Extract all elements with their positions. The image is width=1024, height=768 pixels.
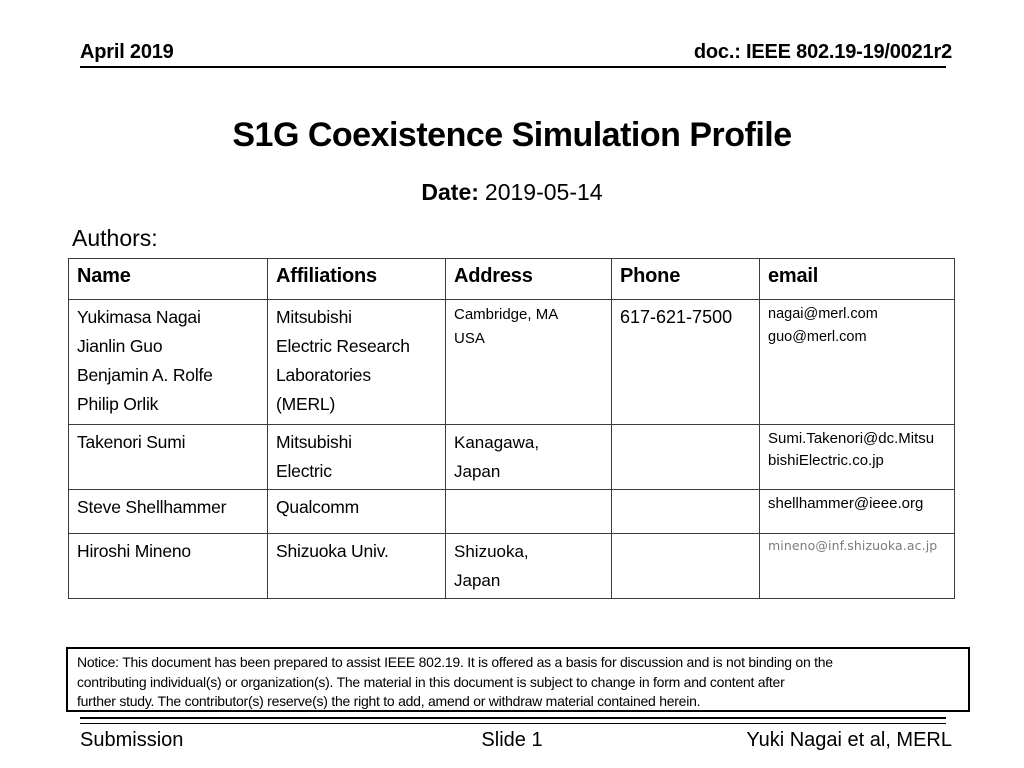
affiliation-line: Shizuoka Univ.	[276, 541, 389, 561]
name-cell	[69, 490, 268, 534]
email-address: nagai@merl.com	[768, 306, 878, 322]
email-address: guo@merl.com	[768, 329, 867, 345]
authors-label: Authors:	[72, 225, 158, 251]
affiliation-cell	[268, 490, 446, 534]
column-header-email: email	[760, 259, 955, 300]
phone-cell	[612, 490, 760, 534]
name-cell	[69, 425, 268, 490]
address-line: Shizuoka,	[454, 542, 529, 561]
table-row	[69, 534, 955, 599]
affiliation-line: Qualcomm	[276, 497, 360, 517]
address-cell	[446, 425, 612, 490]
column-header-affiliations: Affiliations	[268, 259, 446, 300]
author-name: Jianlin Guo	[77, 336, 163, 356]
column-header-address: Address	[446, 259, 612, 300]
address-line: Kanagawa,	[454, 433, 540, 452]
name-cell	[69, 300, 268, 425]
author-name: Benjamin A. Rolfe	[77, 365, 213, 385]
email-address: shellhammer@ieee.org	[768, 495, 924, 512]
notice-box	[66, 647, 970, 712]
author-name: Philip Orlik	[77, 394, 159, 414]
footer-slide-number: Slide 1	[481, 729, 543, 751]
authors-table	[68, 258, 955, 599]
affiliation-cell	[268, 300, 446, 425]
affiliation-cell	[268, 534, 446, 599]
notice-text-line: Notice: This document has been prepared to assist IEEE 802.19. It is offered as a basis for discussion and is not binding on the	[77, 654, 833, 670]
footer-submission: Submission	[80, 729, 184, 751]
date-value: 2019-05-14	[484, 179, 603, 205]
email-address: bishiElectric.co.jp	[768, 452, 884, 469]
date-line	[0, 179, 1024, 206]
column-header-name: Name	[69, 259, 268, 300]
affiliation-line: Laboratories	[276, 365, 371, 385]
phone-cell	[612, 425, 760, 490]
author-name: Hiroshi Mineno	[77, 541, 191, 561]
author-name: Takenori Sumi	[77, 432, 186, 452]
affiliation-cell	[268, 425, 446, 490]
affiliation-line: Mitsubishi	[276, 307, 352, 327]
footer-rule-thick	[80, 717, 946, 719]
affiliation-line: Mitsubishi	[276, 432, 352, 452]
affiliation-line: Electric	[276, 461, 332, 481]
table-row	[69, 300, 955, 425]
column-header-phone: Phone	[612, 259, 760, 300]
date-label: Date:	[421, 179, 479, 205]
affiliation-line: Electric Research	[276, 336, 410, 356]
address-line: Cambridge, MA	[454, 306, 559, 323]
address-cell	[446, 534, 612, 599]
header-doc-number: doc.: IEEE 802.19-19/0021r2	[693, 41, 952, 63]
phone-cell	[612, 300, 760, 425]
email-cell	[760, 300, 955, 425]
name-cell	[69, 534, 268, 599]
address-line: USA	[454, 330, 485, 347]
address-line: Japan	[454, 462, 501, 481]
table-row	[69, 490, 955, 534]
footer-author: Yuki Nagai et al, MERL	[746, 729, 952, 751]
address-cell	[446, 300, 612, 425]
table-row	[69, 425, 955, 490]
email-address: Sumi.Takenori@dc.Mitsu	[768, 430, 935, 447]
table-header-row	[69, 259, 955, 300]
footer-rule-thin	[80, 723, 946, 724]
email-address: mineno@inf.shizuoka.ac.jp	[768, 538, 938, 553]
address-cell	[446, 490, 612, 534]
header-rule	[80, 66, 946, 68]
notice-text-line: further study. The contributor(s) reserve(s) the right to add, amend or withdraw material contained herein.	[77, 693, 701, 709]
email-cell	[760, 490, 955, 534]
address-line: Japan	[454, 571, 501, 590]
phone-number: 617-621-7500	[620, 307, 733, 327]
author-name: Steve Shellhammer	[77, 497, 227, 517]
header-date: April 2019	[80, 41, 174, 63]
email-cell	[760, 534, 955, 599]
email-cell	[760, 425, 955, 490]
phone-cell	[612, 534, 760, 599]
slide-title: S1G Coexistence Simulation Profile	[232, 116, 792, 154]
affiliation-line: (MERL)	[276, 394, 336, 414]
notice-text-line: contributing individual(s) or organization(s). The material in this document is subject to change in form and content after	[77, 673, 785, 690]
author-name: Yukimasa Nagai	[77, 307, 201, 327]
